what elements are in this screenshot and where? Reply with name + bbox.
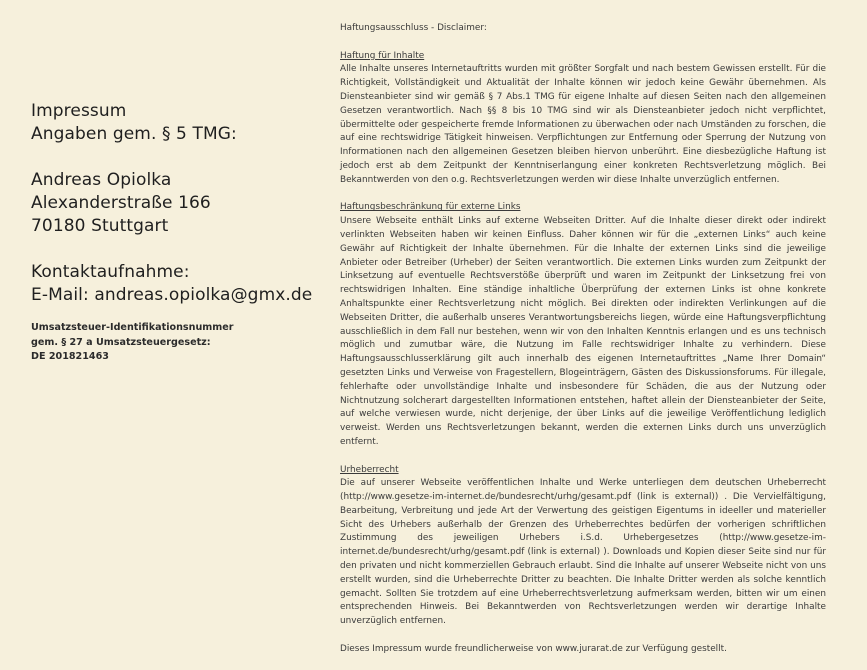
- impressum-title: Impressum: [31, 101, 127, 121]
- tax-block: [31, 321, 331, 365]
- section-haftung-inhalte: [340, 50, 826, 188]
- section-body: Die auf unserer Webseite veröffentlichen Inhalte und Werke unterliegen dem deutschen Urheberrecht (http://www.gesetze-im-internet.de/bundesrecht/urhg/gesamt.pdf (link is external)) . Die Vervielfältigung, Bearbeitung, Verbreitung und jede Art der Verwertung des geistigen Eigentums in ideeller und materieller Sicht des Urhebers außerhalb der Grenzen des Urheberrechtes bedürfen der vorherigen schriftlichen Zustimmung des jeweiligen Urhebers i.S.d. Urhebergesetzes (http://www.gesetze-im-internet.de/bundesrecht/urhg/gesamt.pdf (link is external) ). Downloads und Kopien dieser Seite sind nur für den privaten und nicht kommerziellen Gebrauch erlaubt. Sind die Inhalte auf unserer Webseite nicht von uns erstellt wurden, sind die Urheberrechte Dritter zu beachten. Die Inhalte Dritter werden als solche kenntlich gemacht. Sollten Sie trotzdem auf eine Urheberrechtsverletzung aufmerksam werden, bitten wir um einen entsprechenden Hinweis. Bei Bekanntwerden von Rechtsverletzungen werden wir derartige Inhalte unverzüglich entfernen.: [340, 478, 826, 627]
- section-urheberrecht: [340, 464, 826, 630]
- street-address: Alexanderstraße 166: [31, 193, 211, 213]
- section-title: Haftungsbeschränkung für externe Links: [340, 202, 521, 213]
- angaben-label: Angaben gem. § 5 TMG:: [31, 124, 237, 144]
- postal-city: 70180 Stuttgart: [31, 216, 169, 236]
- tax-id: DE 201821463: [31, 351, 109, 362]
- section-body: Unsere Webseite enthält Links auf externe Webseiten Dritter. Auf die Inhalte dieser direkt oder indirekt verlinkten Webseiten haben wir keinen Einfluss. Daher können wir für die „externen Links“ auch keine Gewähr auf Richtigkeit der Inhalte übernehmen. Für die Inhalte der externen Links sind die jeweilige Anbieter oder Betreiber (Urheber) der Seiten verantwortlich. Die externen Links wurden zum Zeitpunkt der Linksetzung auf eventuelle Rechtsverstöße überprüft und waren im Zeitpunkt der Linksetzung frei von rechtswidrigen Inhalten. Eine ständige inhaltliche Überprüfung der externen Links ist ohne konkrete Anhaltspunkte einer Rechtsverletzung nicht möglich. Bei direkten oder indirekten Verlinkungen auf die Webseiten Dritter, die außerhalb unseres Verantwortungsbereichs liegen, würde eine Haftungsverpflichtung ausschließlich in dem Fall nur bestehen, wenn wir von den Inhalten Kenntnis erlangen und es uns technisch möglich und zumutbar wäre, die Nutzung im Falle rechtswidriger Inhalte zu verhindern. Diese Haftungsausschlusserklärung gilt auch innerhalb des eigenen Internetauftrittes „Name Ihrer Domain“ gesetzten Links und Verweise von Fragestellern, Blogeinträgern, Gästen des Diskussionsforums. Für illegale, fehlerhafte oder unvollständige Inhalte und insbesondere für Schäden, die aus der Nutzung oder Nichtnutzung solcherart dargestellten Informationen entstehen, haftet allein der Diensteanbieter der Seite, auf welche verwiesen wurde, nicht derjenige, der über Links auf die jeweilige Veröffentlichung lediglich verweist. Werden uns Rechtsverletzungen bekannt, werden die externen Links durch uns unverzüglich entfernt.: [340, 216, 826, 447]
- contact-block: [31, 261, 331, 307]
- footer-note-wrap: [340, 643, 826, 657]
- disclaimer-title: Haftungsausschluss - Disclaimer:: [340, 23, 487, 33]
- owner-name: Andreas Opiolka: [31, 170, 172, 190]
- address-block: [31, 169, 331, 238]
- tax-label-line1: Umsatzsteuer-Identifikationsnummer: [31, 322, 234, 333]
- contact-label: Kontaktaufnahme:: [31, 262, 190, 282]
- section-body: Alle Inhalte unseres Internetauftritts wurden mit größter Sorgfalt und nach bestem Gewissen erstellt. Für die Richtigkeit, Vollständigkeit und Aktualität der Inhalte können wir jedoch keine Gewähr übernehmen. Als Diensteanbieter sind wir gemäß § 7 Abs.1 TMG für eigene Inhalte auf diesen Seiten nach den allgemeinen Gesetzen verantwortlich. Nach §§ 8 bis 10 TMG sind wir als Diensteanbieter jedoch nicht verpflichtet, übermittelte oder gespeicherte fremde Informationen zu überwachen oder nach Umständen zu forschen, die auf eine rechtswidrige Tätigkeit hinweisen. Verpflichtungen zur Entfernung oder Sperrung der Nutzung von Informationen nach den allgemeinen Gesetzen bleiben hiervon unberührt. Eine diesbezügliche Haftung ist jedoch erst ab dem Zeitpunkt der Kenntniserlangung einer konkreten Rechtsverletzung möglich. Bei Bekanntwerden von den o.g. Rechtsverletzungen werden wir diese Inhalte unverzüglich entfernen.: [340, 64, 826, 185]
- email-line[interactable]: E-Mail: andreas.opiolka@gmx.de: [31, 285, 313, 305]
- tax-label-line2: gem. § 27 a Umsatzsteuergesetz:: [31, 336, 211, 348]
- footer-note: Dieses Impressum wurde freundlicherweise von www.jurarat.de zur Verfügung gestellt.: [340, 643, 727, 654]
- section-title: Haftung für Inhalte: [340, 50, 425, 61]
- disclaimer-column: [340, 22, 826, 657]
- section-externe-links: [340, 201, 826, 449]
- section-title: Urheberrecht: [340, 464, 399, 475]
- impressum-info: [31, 100, 331, 365]
- impressum-header: [31, 100, 331, 146]
